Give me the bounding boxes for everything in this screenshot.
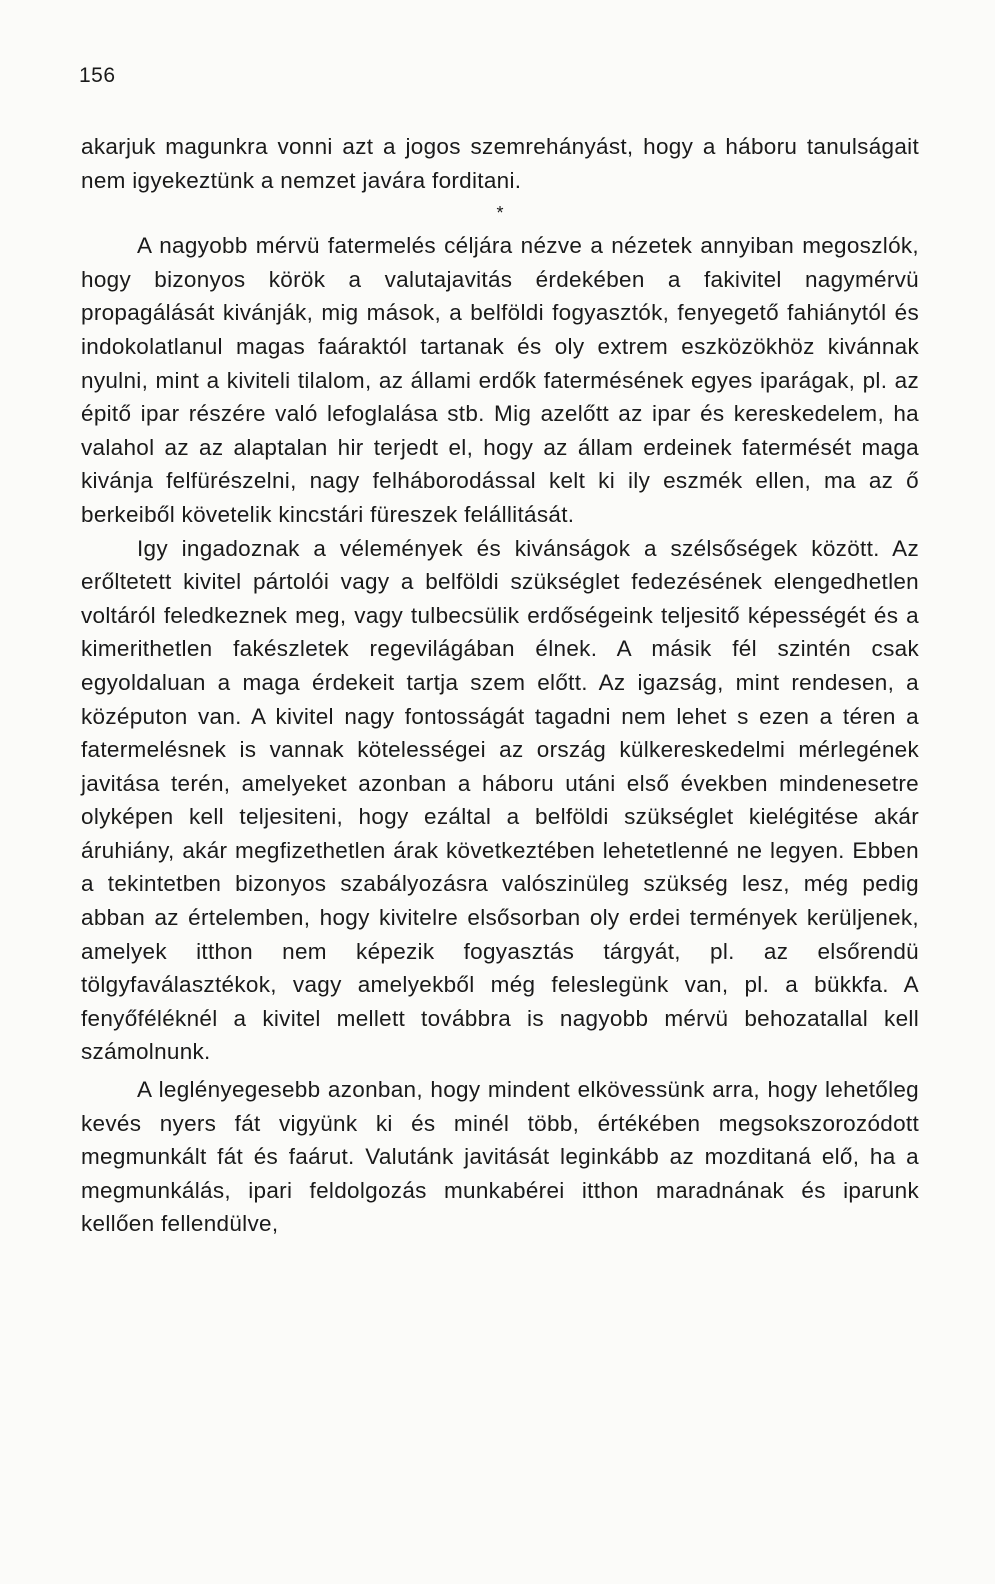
paragraph-continuation: akarjuk magunkra vonni azt a jogos szemrehányást, hogy a háboru tanulságait nem igyekeztünk a nemzet javára forditani. [81, 134, 919, 193]
page-number: 156 [79, 64, 116, 87]
paragraph: Igy ingadoznak a vélemények és kivánságok a szélsőségek között. Az erőltetett kivitel pártolói vagy a belföldi szükséglet fedezésének elengedhetlen voltáról feledkeznek meg, vagy tulbecsülik erdőségeink teljesitő képességét és a kimerithetlen fakészletek regevilágában élnek. A másik fél szintén csak egyoldaluan a maga érdekeit tartja szem előtt. Az igazság, mint rendesen, a középuton van. A kivitel nagy fontosságát tagadni nem lehet s ezen a téren a fatermelésnek is vannak kötelességei az ország külkereskedelmi mérlegének javitása terén, amelyeket azonban a háboru utáni első években mindenesetre olyképen kell teljesiteni, hogy ezáltal a belföldi szükséglet kielégitése akár áruhiány, akár megfizethetlen árak következtében lehetetlenné ne legyen. Ebben a tekintetben bizonyos szabályozásra valószinüleg szükség lesz, még pedig abban az értelemben, hogy kivitelre elsősorban oly erdei termények kerüljenek, amelyek itthon nem képezik fogyasztás tárgyát, pl. az elsőrendü tölgyfaválasztékok, vagy amelyekből még feleslegünk van, pl. a bükkfa. A fenyőféléknél a kivitel mellett továbbra is nagyobb mérvü behozatallal kell számolnunk. [81, 535, 919, 1065]
paragraph: A nagyobb mérvü fatermelés céljára nézve a nézetek annyiban megoszlók, hogy bizonyos körök a valutajavitás érdekében a fakivitel nagymérvü propagálását kivánják, mig mások, a belföldi fogyasztók, fenyegető fahiánytól és indokolatlanul magas faáraktól tartanak és oly extrem eszközökhöz kivánnak nyulni, mint a kiviteli tilalom, az állami erdők fatermésének egyes iparágak, pl. az épitő ipar részére való lefoglalása stb. Mig azelőtt az ipar és kereskedelem, ha valahol az az alaptalan hir terjedt el, hogy az állam erdeinek fatermését maga kivánja felfürészelni, nagy felháborodással kelt ki ily eszmék ellen, ma az ő berkeiből követelik kincstári füreszek felállitását. [81, 233, 919, 527]
section-separator: * [496, 203, 504, 224]
text-column [81, 130, 919, 1241]
paragraph: A leglényegesebb azonban, hogy mindent elkövessünk arra, hogy lehetőleg kevés nyers fát vigyünk ki és minél több, értékében megsokszorozódott megmunkált fát és faárut. Valutánk javitását leginkább az mozditaná elő, ha a megmunkálás, ipari feldolgozás munkabérei itthon maradnának és iparunk kellően fellendülve, [81, 1077, 919, 1237]
